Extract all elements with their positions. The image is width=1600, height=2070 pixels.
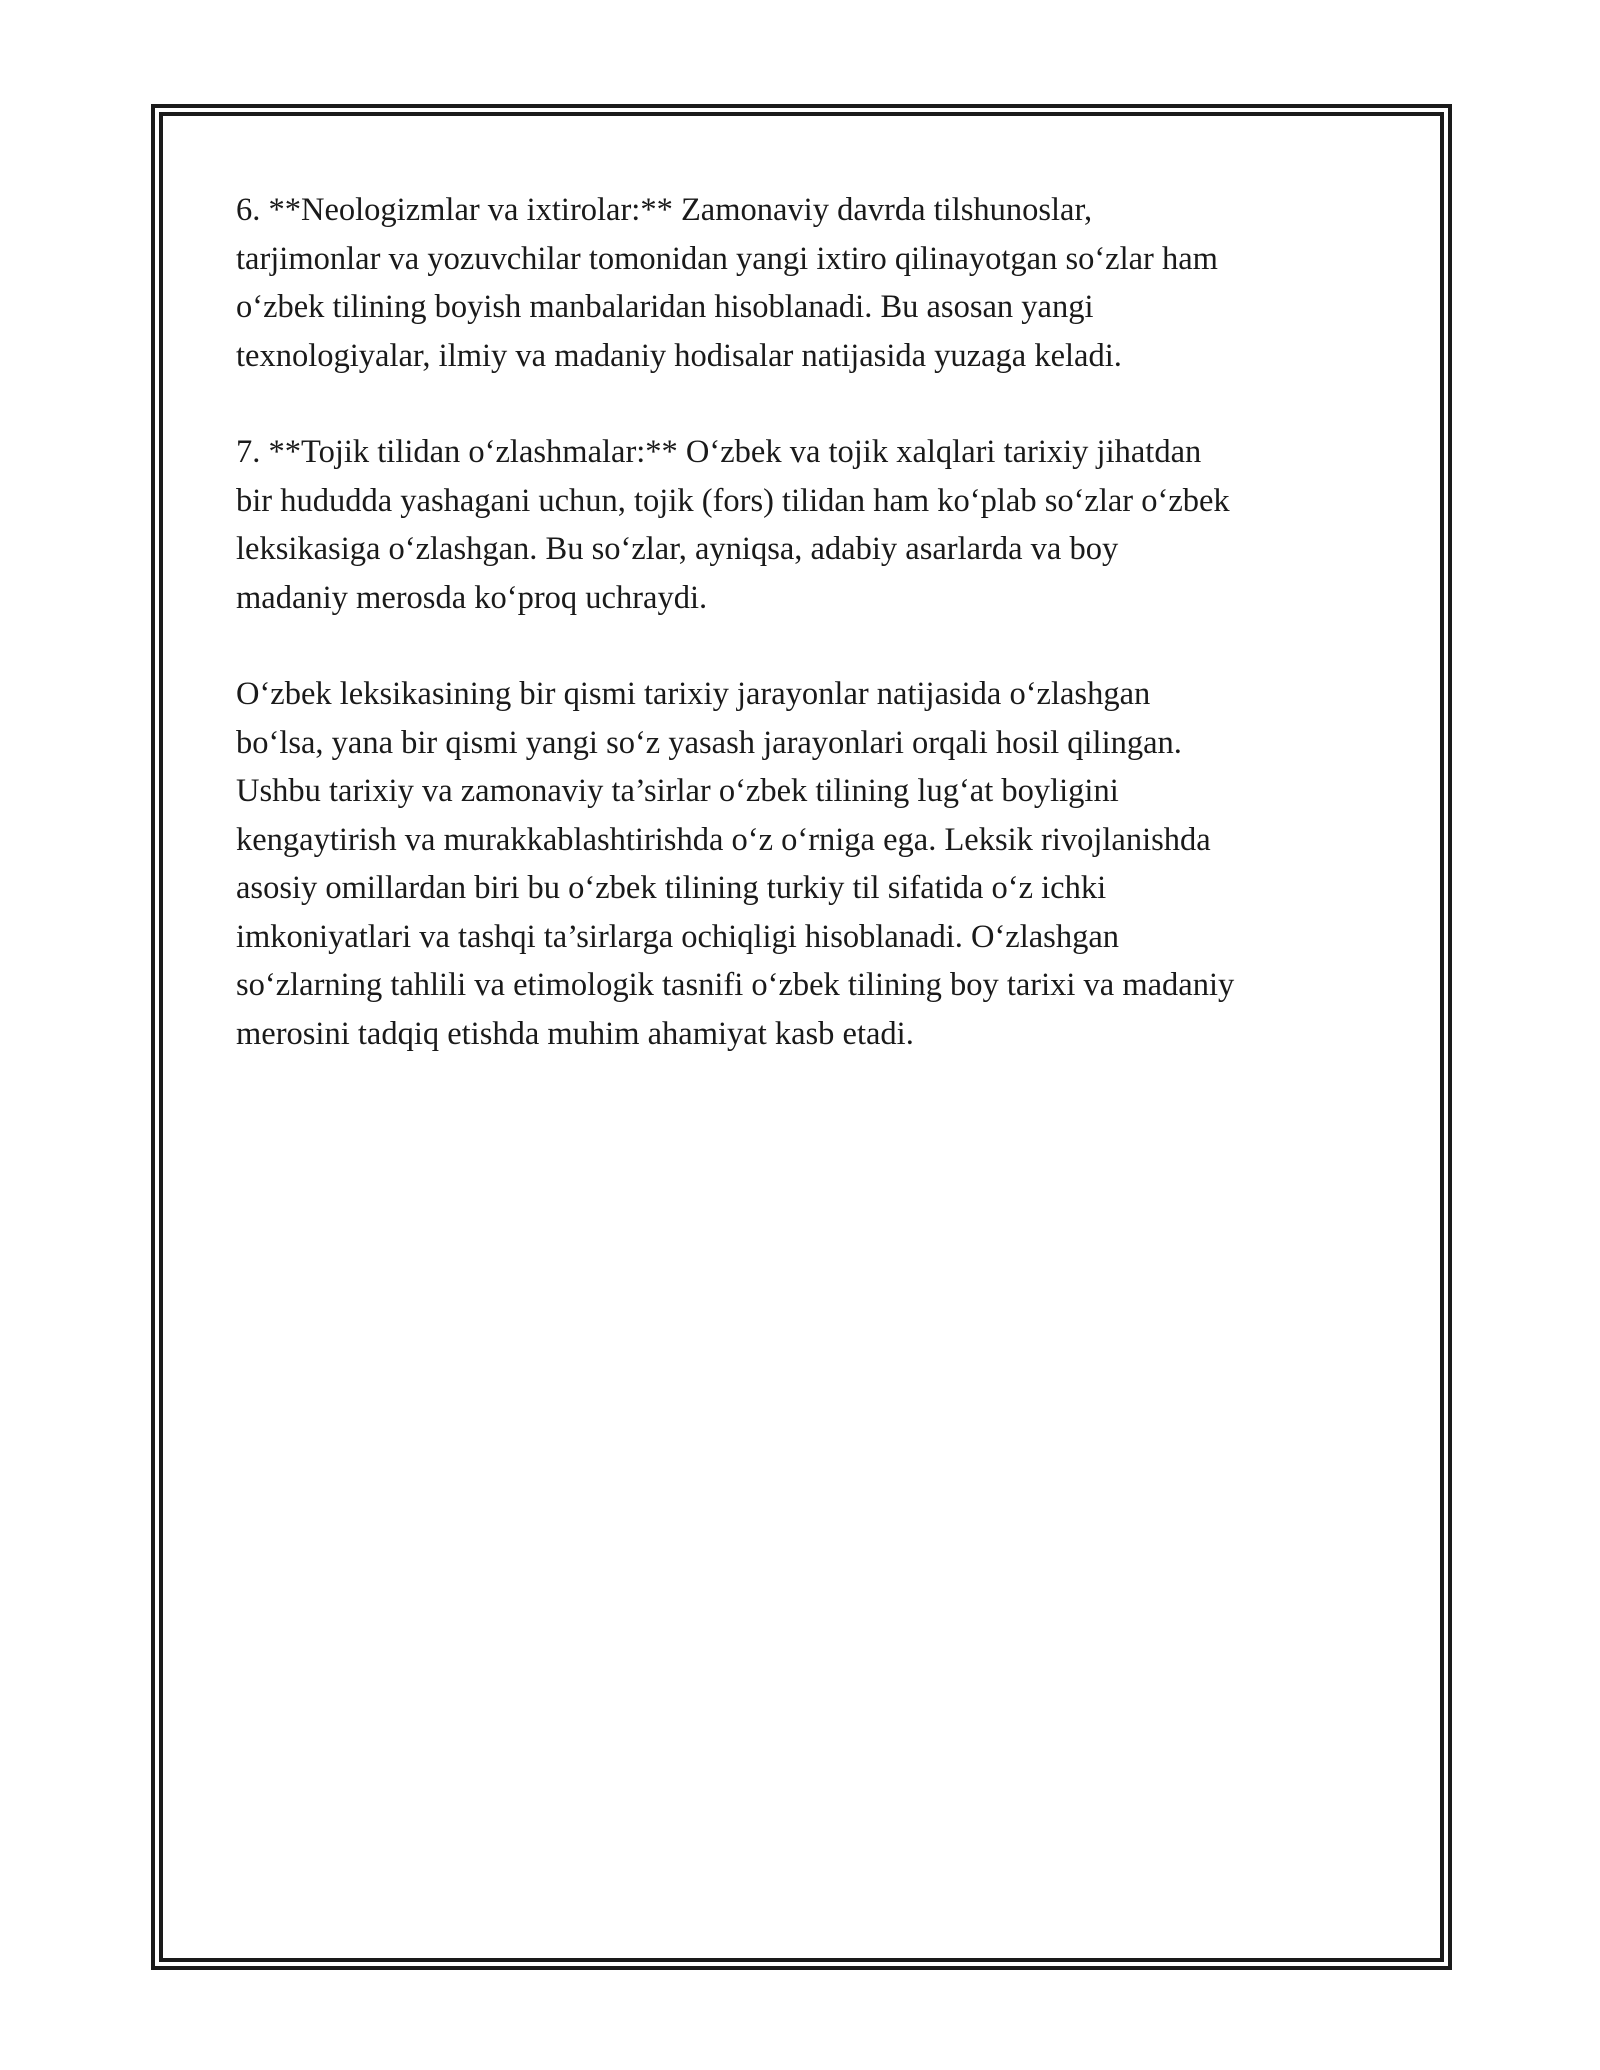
paragraph-neologisms: 6. **Neologizmlar va ixtirolar:** Zamonaviy davrda tilshunoslar, tarjimonlar va yozuvchilar tomonidan yangi ixtiro qilinayotgan so‘zlar ham o‘zbek tilining boyish manbalaridan hisoblanadi. Bu asosan yangi texnologiyalar, ilmiy va madaniy hodisalar natijasida yuzaga keladi. bbox=[236, 192, 1218, 374]
paragraph-tajik-borrowings: 7. **Tojik tilidan o‘zlashmalar:** O‘zbek va tojik xalqlari tarixiy jihatdan bir hududda yashagani uchun, tojik (fors) tilidan ham ko‘plab so‘zlar o‘zbek leksikasiga o‘zlashgan. Bu so‘zlar, ayniqsa, adabiy asarlarda va boy madaniy merosda ko‘proq uchraydi. bbox=[236, 434, 1230, 616]
paragraph-summary: O‘zbek leksikasining bir qismi tarixiy jarayonlar natijasida o‘zlashgan bo‘lsa, yana bir qismi yangi so‘z yasash jarayonlari orqali hosil qilingan. Ushbu tarixiy va zamonaviy ta’sirlar o‘zbek tilining lug‘at boyligini kengaytirish va murakkablashtirishda o‘z o‘rniga ega. Leksik rivojlanishda asosiy omillardan biri bu o‘zbek tilining turkiy til sifatida o‘z ichki imkoniyatlari va tashqi ta’sirlarga ochiqligi hisoblanadi. O‘zlashgan so‘zlarning tahlili va etimologik tasnifi o‘zbek tilining boy tarixi va madaniy merosini tadqiq etishda muhim ahamiyat kasb etadi. bbox=[236, 676, 1235, 1052]
document-body bbox=[236, 186, 1386, 1106]
